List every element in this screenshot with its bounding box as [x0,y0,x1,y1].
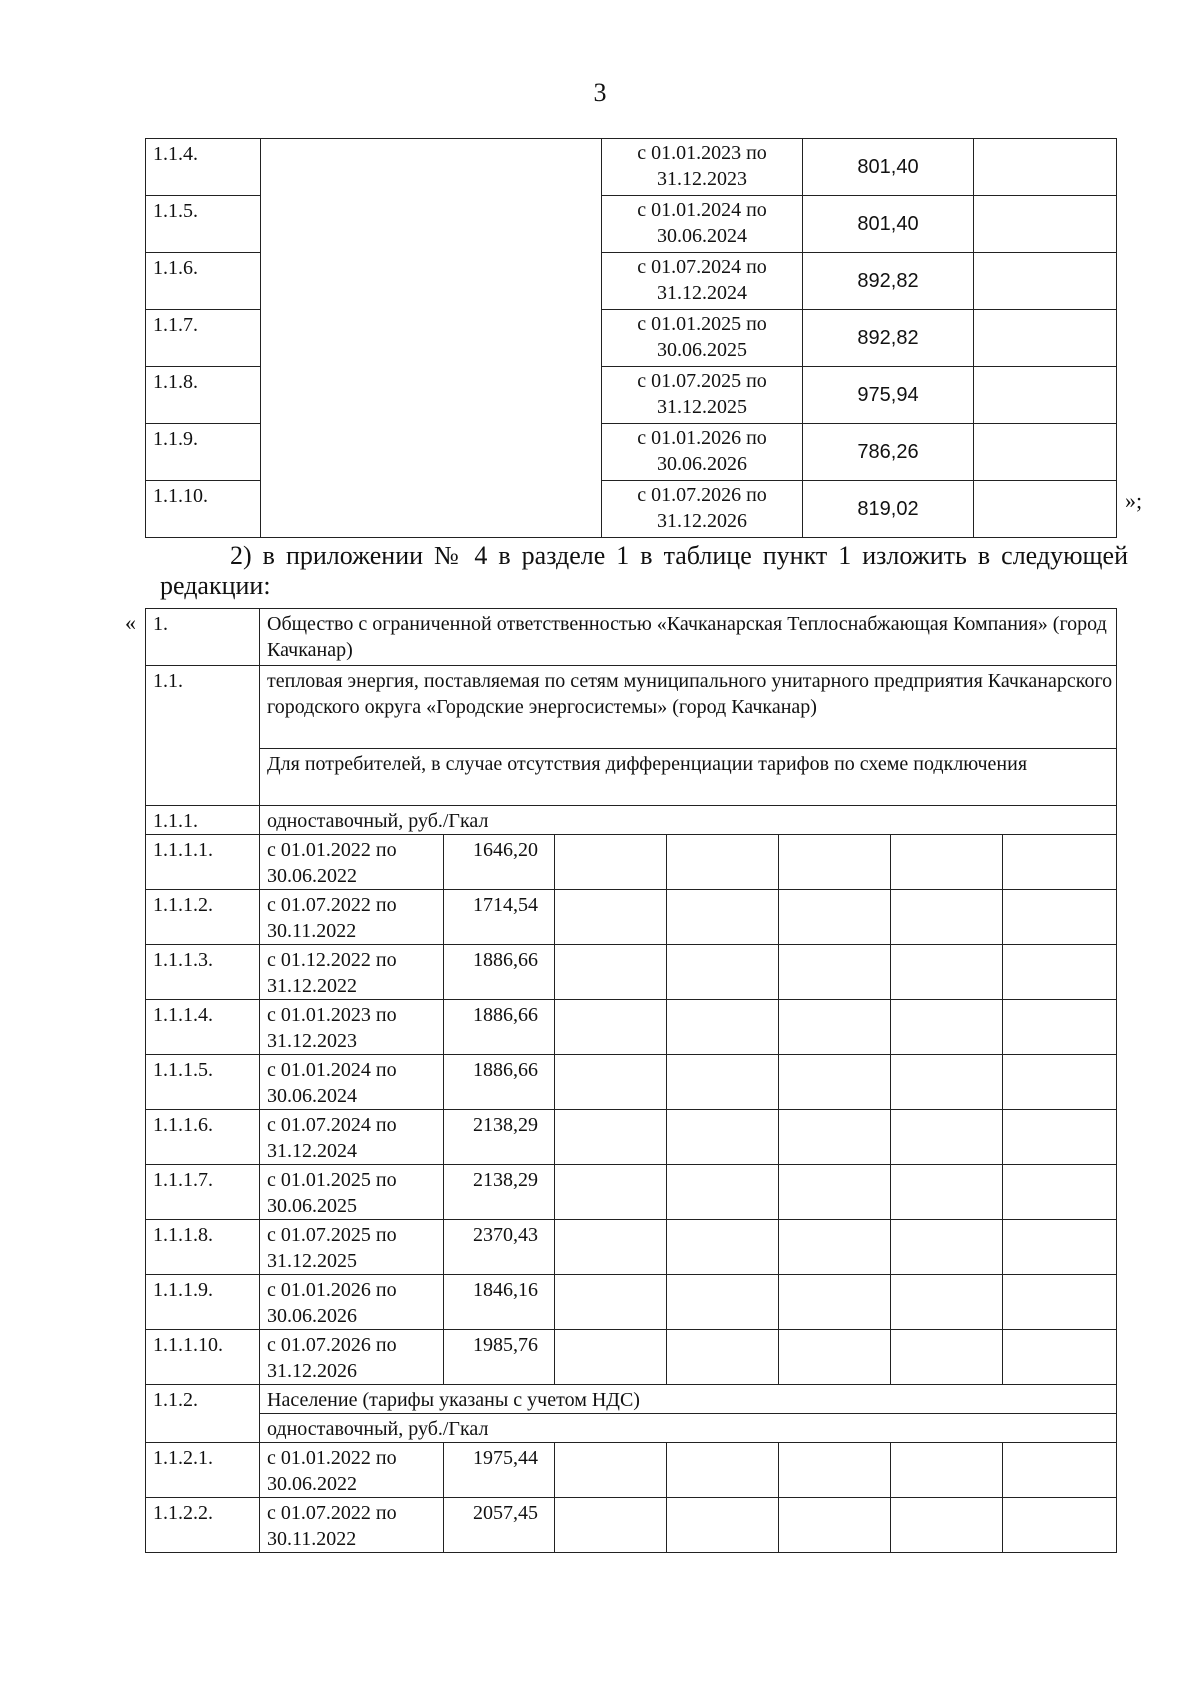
empty-cell [891,1275,1003,1330]
row-number: 1.1.8. [146,367,261,424]
tariff-row [146,1330,1117,1385]
row-number: 1.1.1.7. [146,1165,260,1220]
empty-cell [1003,835,1117,890]
tariff-value: 1886,66 [444,1000,555,1055]
empty-cell [891,1443,1003,1498]
period-cell: с 01.07.2024 по 31.12.2024 [602,253,803,310]
top-table-row [146,424,1117,481]
row-number: 1.1.1.4. [146,1000,260,1055]
row-number: 1.1.1.9. [146,1275,260,1330]
period-cell: с 01.01.2025 по 30.06.2025 [602,310,803,367]
tariff-value: 1886,66 [444,1055,555,1110]
period-cell: с 01.01.2025 по 30.06.2025 [260,1165,444,1220]
top-table-row [146,310,1117,367]
empty-cell [779,1330,891,1385]
period-cell: с 01.07.2024 по 31.12.2024 [260,1110,444,1165]
period-cell: с 01.01.2022 по 30.06.2022 [260,835,444,890]
period-cell: с 01.01.2023 по 31.12.2023 [260,1000,444,1055]
period-cell: с 01.07.2025 по 31.12.2025 [602,367,803,424]
empty-cell [974,196,1117,253]
tariff-table-continued [145,138,1117,538]
empty-cell [667,1498,779,1553]
empty-cell [1003,1443,1117,1498]
empty-cell [555,1110,667,1165]
empty-cell [1003,1055,1117,1110]
row-number: 1.1.1.3. [146,945,260,1000]
tariff-value: 892,82 [803,310,974,367]
group1-label: одноставочный, руб./Гкал [260,806,1117,835]
tariff-value: 1646,20 [444,835,555,890]
row-number: 1.1.5. [146,196,261,253]
service-description: тепловая энергия, поставляемая по сетям муниципального унитарного предприятия Качканарского городского округа «Городские энергосистемы» (город Качканар) [260,666,1117,749]
tariff-value: 1985,76 [444,1330,555,1385]
row-number: 1.1.2.2. [146,1498,260,1553]
tariff-value: 2138,29 [444,1165,555,1220]
empty-cell [779,1000,891,1055]
empty-cell [667,1165,779,1220]
blank-merged-cell [261,196,602,253]
tariff-row [146,1220,1117,1275]
top-table-row [146,196,1117,253]
empty-cell [555,1498,667,1553]
empty-cell [1003,1220,1117,1275]
period-cell: с 01.01.2024 по 30.06.2024 [260,1055,444,1110]
row-number: 1.1.4. [146,139,261,196]
row-number: 1.1.7. [146,310,261,367]
tariff-value: 819,02 [803,481,974,538]
empty-cell [1003,890,1117,945]
period-cell: с 01.07.2026 по 31.12.2026 [260,1330,444,1385]
org-name: Общество с ограниченной ответственностью «Качканарская Теплоснабжающая Компания» (город Качканар) [260,609,1117,666]
top-table-row [146,253,1117,310]
period-cell: с 01.01.2023 по 31.12.2023 [602,139,803,196]
empty-cell [555,890,667,945]
empty-cell [555,1275,667,1330]
empty-cell [779,1498,891,1553]
tariff-value: 786,26 [803,424,974,481]
empty-cell [779,1275,891,1330]
period-cell: с 01.12.2022 по 31.12.2022 [260,945,444,1000]
empty-cell [667,1330,779,1385]
empty-cell [1003,1165,1117,1220]
empty-cell [555,945,667,1000]
empty-cell [1003,945,1117,1000]
empty-cell [555,1000,667,1055]
empty-cell [555,1330,667,1385]
tariff-value: 1846,16 [444,1275,555,1330]
row-number: 1.1.1.8. [146,1220,260,1275]
empty-cell [779,1443,891,1498]
page-number: 3 [593,78,607,107]
tariff-row [146,835,1117,890]
tariff-value: 975,94 [803,367,974,424]
empty-cell [891,890,1003,945]
tariff-row [146,1055,1117,1110]
empty-cell [779,1055,891,1110]
tariff-table-appendix-4 [145,608,1117,1553]
empty-cell [974,139,1117,196]
period-cell: с 01.07.2022 по 30.11.2022 [260,890,444,945]
row-number: 1.1.1.1. [146,835,260,890]
tariff-row [146,945,1117,1000]
empty-cell [779,945,891,1000]
blank-merged-cell [261,253,602,310]
group2-label: Население (тарифы указаны с учетом НДС) [260,1385,1117,1414]
empty-cell [667,1220,779,1275]
period-cell: с 01.01.2026 по 30.06.2026 [602,424,803,481]
blank-merged-cell [261,424,602,481]
empty-cell [891,1220,1003,1275]
empty-cell [555,1443,667,1498]
empty-cell [891,1000,1003,1055]
top-table-row [146,367,1117,424]
empty-cell [891,1055,1003,1110]
empty-cell [1003,1110,1117,1165]
group2-number: 1.1.2. [146,1385,260,1443]
empty-cell [667,1055,779,1110]
blank-merged-cell [261,139,602,196]
service-number: 1.1. [146,666,260,806]
tariff-value: 1714,54 [444,890,555,945]
empty-cell [779,1165,891,1220]
empty-cell [667,1443,779,1498]
empty-cell [667,835,779,890]
tariff-row [146,1110,1117,1165]
empty-cell [1003,1330,1117,1385]
period-cell: с 01.01.2024 по 30.06.2024 [602,196,803,253]
opening-quote-mark: « [125,610,136,635]
tariff-value: 2370,43 [444,1220,555,1275]
empty-cell [891,1165,1003,1220]
blank-merged-cell [261,481,602,538]
period-cell: с 01.01.2022 по 30.06.2022 [260,1443,444,1498]
blank-merged-cell [261,310,602,367]
tariff-value: 801,40 [803,196,974,253]
empty-cell [891,1498,1003,1553]
empty-cell [667,945,779,1000]
tariff-value: 1886,66 [444,945,555,1000]
empty-cell [779,1110,891,1165]
closing-quote-mark: »; [1125,488,1143,513]
tariff-row [146,1498,1117,1553]
group1-number: 1.1.1. [146,806,260,835]
amendment-paragraph: 2) в приложении № 4 в разделе 1 в таблице пункт 1 изложить в следующей редакции: [160,541,1128,600]
empty-cell [974,367,1117,424]
row-number: 1.1.1.5. [146,1055,260,1110]
row-number: 1.1.2.1. [146,1443,260,1498]
empty-cell [555,1055,667,1110]
tariff-row [146,1443,1117,1498]
period-cell: с 01.07.2025 по 31.12.2025 [260,1220,444,1275]
empty-cell [555,835,667,890]
empty-cell [1003,1498,1117,1553]
empty-cell [667,1110,779,1165]
group2-sublabel: одноставочный, руб./Гкал [260,1414,1117,1443]
tariff-value: 892,82 [803,253,974,310]
row-number: 1.1.6. [146,253,261,310]
empty-cell [1003,1000,1117,1055]
row-number: 1.1.10. [146,481,261,538]
empty-cell [974,481,1117,538]
empty-cell [555,1165,667,1220]
tariff-value: 801,40 [803,139,974,196]
empty-cell [891,945,1003,1000]
empty-cell [779,835,891,890]
top-table-row [146,139,1117,196]
org-number: 1. [146,609,260,666]
empty-cell [779,890,891,945]
tariff-row [146,1275,1117,1330]
empty-cell [974,310,1117,367]
empty-cell [974,253,1117,310]
empty-cell [667,890,779,945]
empty-cell [891,1110,1003,1165]
period-cell: с 01.07.2026 по 31.12.2026 [602,481,803,538]
tariff-value: 1975,44 [444,1443,555,1498]
row-number: 1.1.1.6. [146,1110,260,1165]
empty-cell [779,1220,891,1275]
tariff-row [146,890,1117,945]
period-cell: с 01.01.2026 по 30.06.2026 [260,1275,444,1330]
tariff-row [146,1000,1117,1055]
tariff-row [146,1165,1117,1220]
empty-cell [891,835,1003,890]
empty-cell [555,1220,667,1275]
blank-merged-cell [261,367,602,424]
tariff-value: 2057,45 [444,1498,555,1553]
empty-cell [667,1000,779,1055]
empty-cell [667,1275,779,1330]
consumers-note: Для потребителей, в случае отсутствия дифференциации тарифов по схеме подключения [260,749,1117,806]
tariff-value: 2138,29 [444,1110,555,1165]
row-number: 1.1.1.10. [146,1330,260,1385]
row-number: 1.1.1.2. [146,890,260,945]
period-cell: с 01.07.2022 по 30.11.2022 [260,1498,444,1553]
empty-cell [891,1330,1003,1385]
row-number: 1.1.9. [146,424,261,481]
empty-cell [1003,1275,1117,1330]
empty-cell [974,424,1117,481]
top-table-row [146,481,1117,538]
